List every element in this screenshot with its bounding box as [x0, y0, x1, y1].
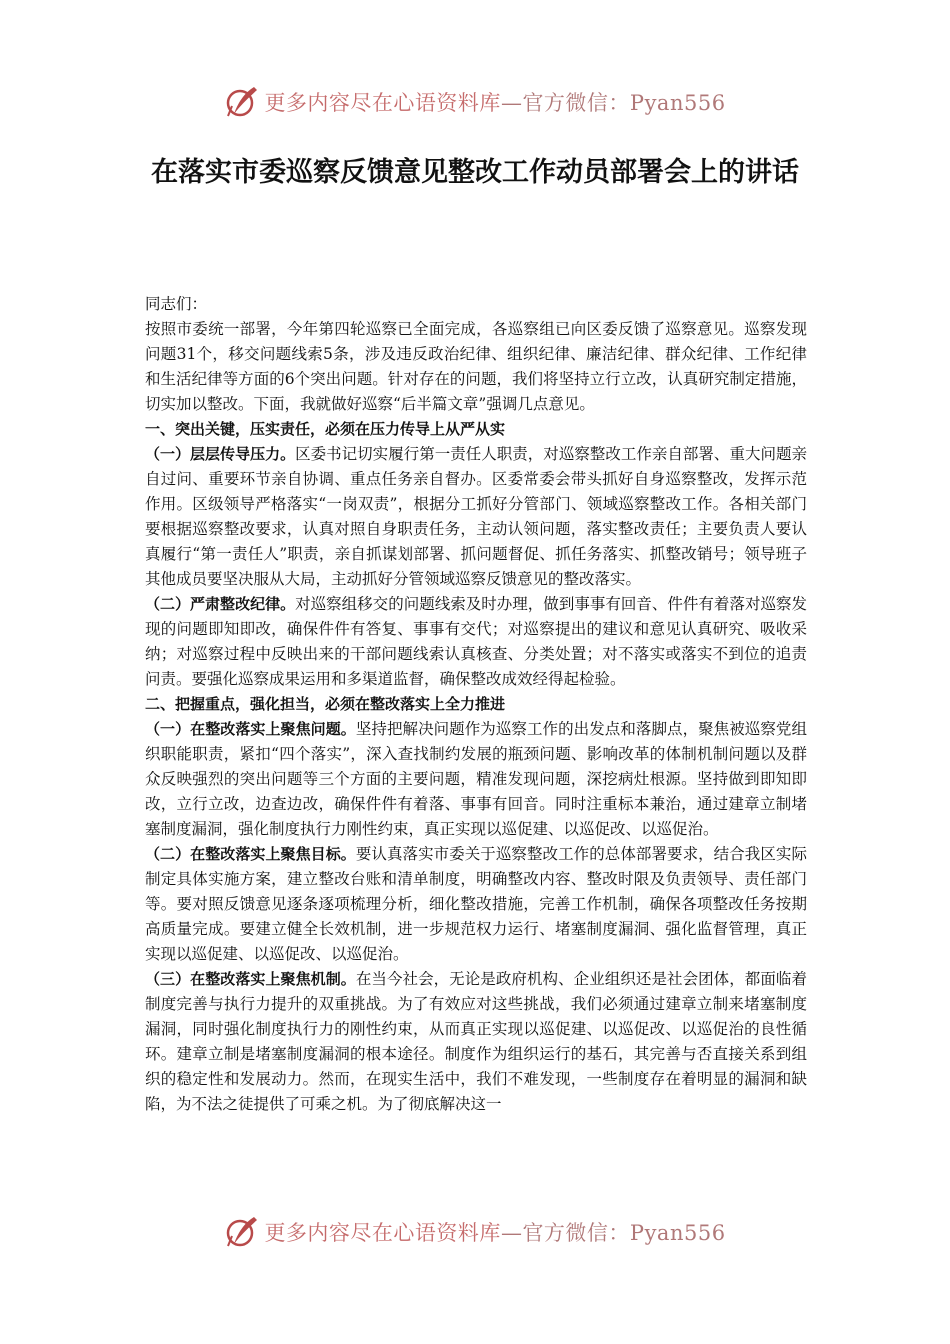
document-body [145, 292, 807, 1117]
footer-banner [0, 1210, 950, 1254]
section-heading: 二、把握重点，强化担当，必须在整改落实上全力推进 [145, 695, 506, 713]
quill-logo-icon [224, 84, 260, 120]
paragraph: （一）在整改落实上聚焦问题。坚持把解决问题作为巡察工作的出发点和落脚点，聚焦被巡察党组织职能职责，紧扣“四个落实”，深入查找制约发展的瓶颈问题、影响改革的体制机制问题以及群众反映强烈的突出问题等三个方面的主要问题，精准发现问题，深挖病灶根源。坚持做到即知即改，立行立改，边查边改，确保件件有着落、事事有回音。同时注重标本兼治，通过建章立制堵塞制度漏洞，强化制度执行力刚性约束，真正实现以巡促建、以巡促改、以巡促治。 [145, 720, 807, 838]
paragraph: （一）层层传导压力。区委书记切实履行第一责任人职责，对巡察整改工作亲自部署、重大问题亲自过问、重要环节亲自协调、重点任务亲自督办。区委常委会带头抓好自身巡察整改，发挥示范作用。区级领导严格落实“一岗双责”，根据分工抓好分管部门、领域巡察整改工作。各相关部门要根据巡察整改要求，认真对照自身职责任务，主动认领问题，落实整改责任；主要负责人要认真履行“第一责任人”职责，亲自抓谋划部署、抓问题督促、抓任务落实、抓整改销号；领导班子其他成员要坚决服从大局，主动抓好分管领域巡察反馈意见的整改落实。 [145, 445, 807, 588]
intro-paragraph: 按照市委统一部署，今年第四轮巡察已全面完成，各巡察组已向区委反馈了巡察意见。巡察发现问题31个，移交问题线索5条，涉及违反政治纪律、组织纪律、廉洁纪律、群众纪律、工作纪律和生活纪律等方面的6个突出问题。针对存在的问题，我们将坚持立行立改，认真研究制定措施，切实加以整改。下面，我就做好巡察“后半篇文章”强调几点意见。 [145, 320, 807, 413]
banner-text: 更多内容尽在心语资料库—官方微信：Pyan556 [264, 1221, 726, 1245]
paragraph: （二）严肃整改纪律。对巡察组移交的问题线索及时办理，做到事事有回音、件件有着落对巡察发现的问题即知即改，确保件件有答复、事事有交代；对巡察提出的建议和意见认真研究、吸收采纳；对巡察过程中反映出来的干部问题线索认真核查、分类处置；对不落实或落实不到位的追责问责。要强化巡察成果运用和多渠道监督，确保整改成效经得起检验。 [145, 595, 807, 688]
banner-text: 更多内容尽在心语资料库—官方微信：Pyan556 [264, 91, 726, 115]
page-title: 在落实市委巡察反馈意见整改工作动员部署会上的讲话 [151, 157, 799, 188]
paragraph-lead: （二）严肃整改纪律。 [145, 595, 296, 613]
quill-logo-icon [224, 1214, 260, 1250]
paragraph-lead: （一）在整改落实上聚焦问题。 [145, 720, 356, 738]
paragraph: （二）在整改落实上聚焦目标。要认真落实市委关于巡察整改工作的总体部署要求，结合我区实际制定具体实施方案，建立整改台账和清单制度，明确整改内容、整改时限及负责领导、责任部门等。要对照反馈意见逐条逐项梳理分析，细化整改措施，完善工作机制，确保各项整改任务按期高质量完成。要建立健全长效机制，进一步规范权力运行、堵塞制度漏洞、强化监督管理，真正实现以巡促建、以巡促改、以巡促治。 [145, 845, 807, 963]
header-banner [0, 80, 950, 124]
paragraph-lead: （三）在整改落实上聚焦机制。 [145, 970, 356, 988]
paragraph-lead: （一）层层传导压力。 [145, 445, 296, 463]
section-heading: 一、突出关键，压实责任，必须在压力传导上从严从实 [145, 420, 506, 438]
paragraph: （三）在整改落实上聚焦机制。在当今社会，无论是政府机构、企业组织还是社会团体，都面临着制度完善与执行力提升的双重挑战。为了有效应对这些挑战，我们必须通过建章立制来堵塞制度漏洞，同时强化制度执行力的刚性约束，从而真正实现以巡促建、以巡促改、以巡促治的良性循环。建章立制是堵塞制度漏洞的根本途径。制度作为组织运行的基石，其完善与否直接关系到组织的稳定性和发展动力。然而，在现实生活中，我们不难发现，一些制度存在着明显的漏洞和缺陷，为不法之徒提供了可乘之机。为了彻底解决这一 [145, 970, 807, 1113]
greeting: 同志们： [145, 295, 208, 313]
paragraph-lead: （二）在整改落实上聚焦目标。 [145, 845, 356, 863]
